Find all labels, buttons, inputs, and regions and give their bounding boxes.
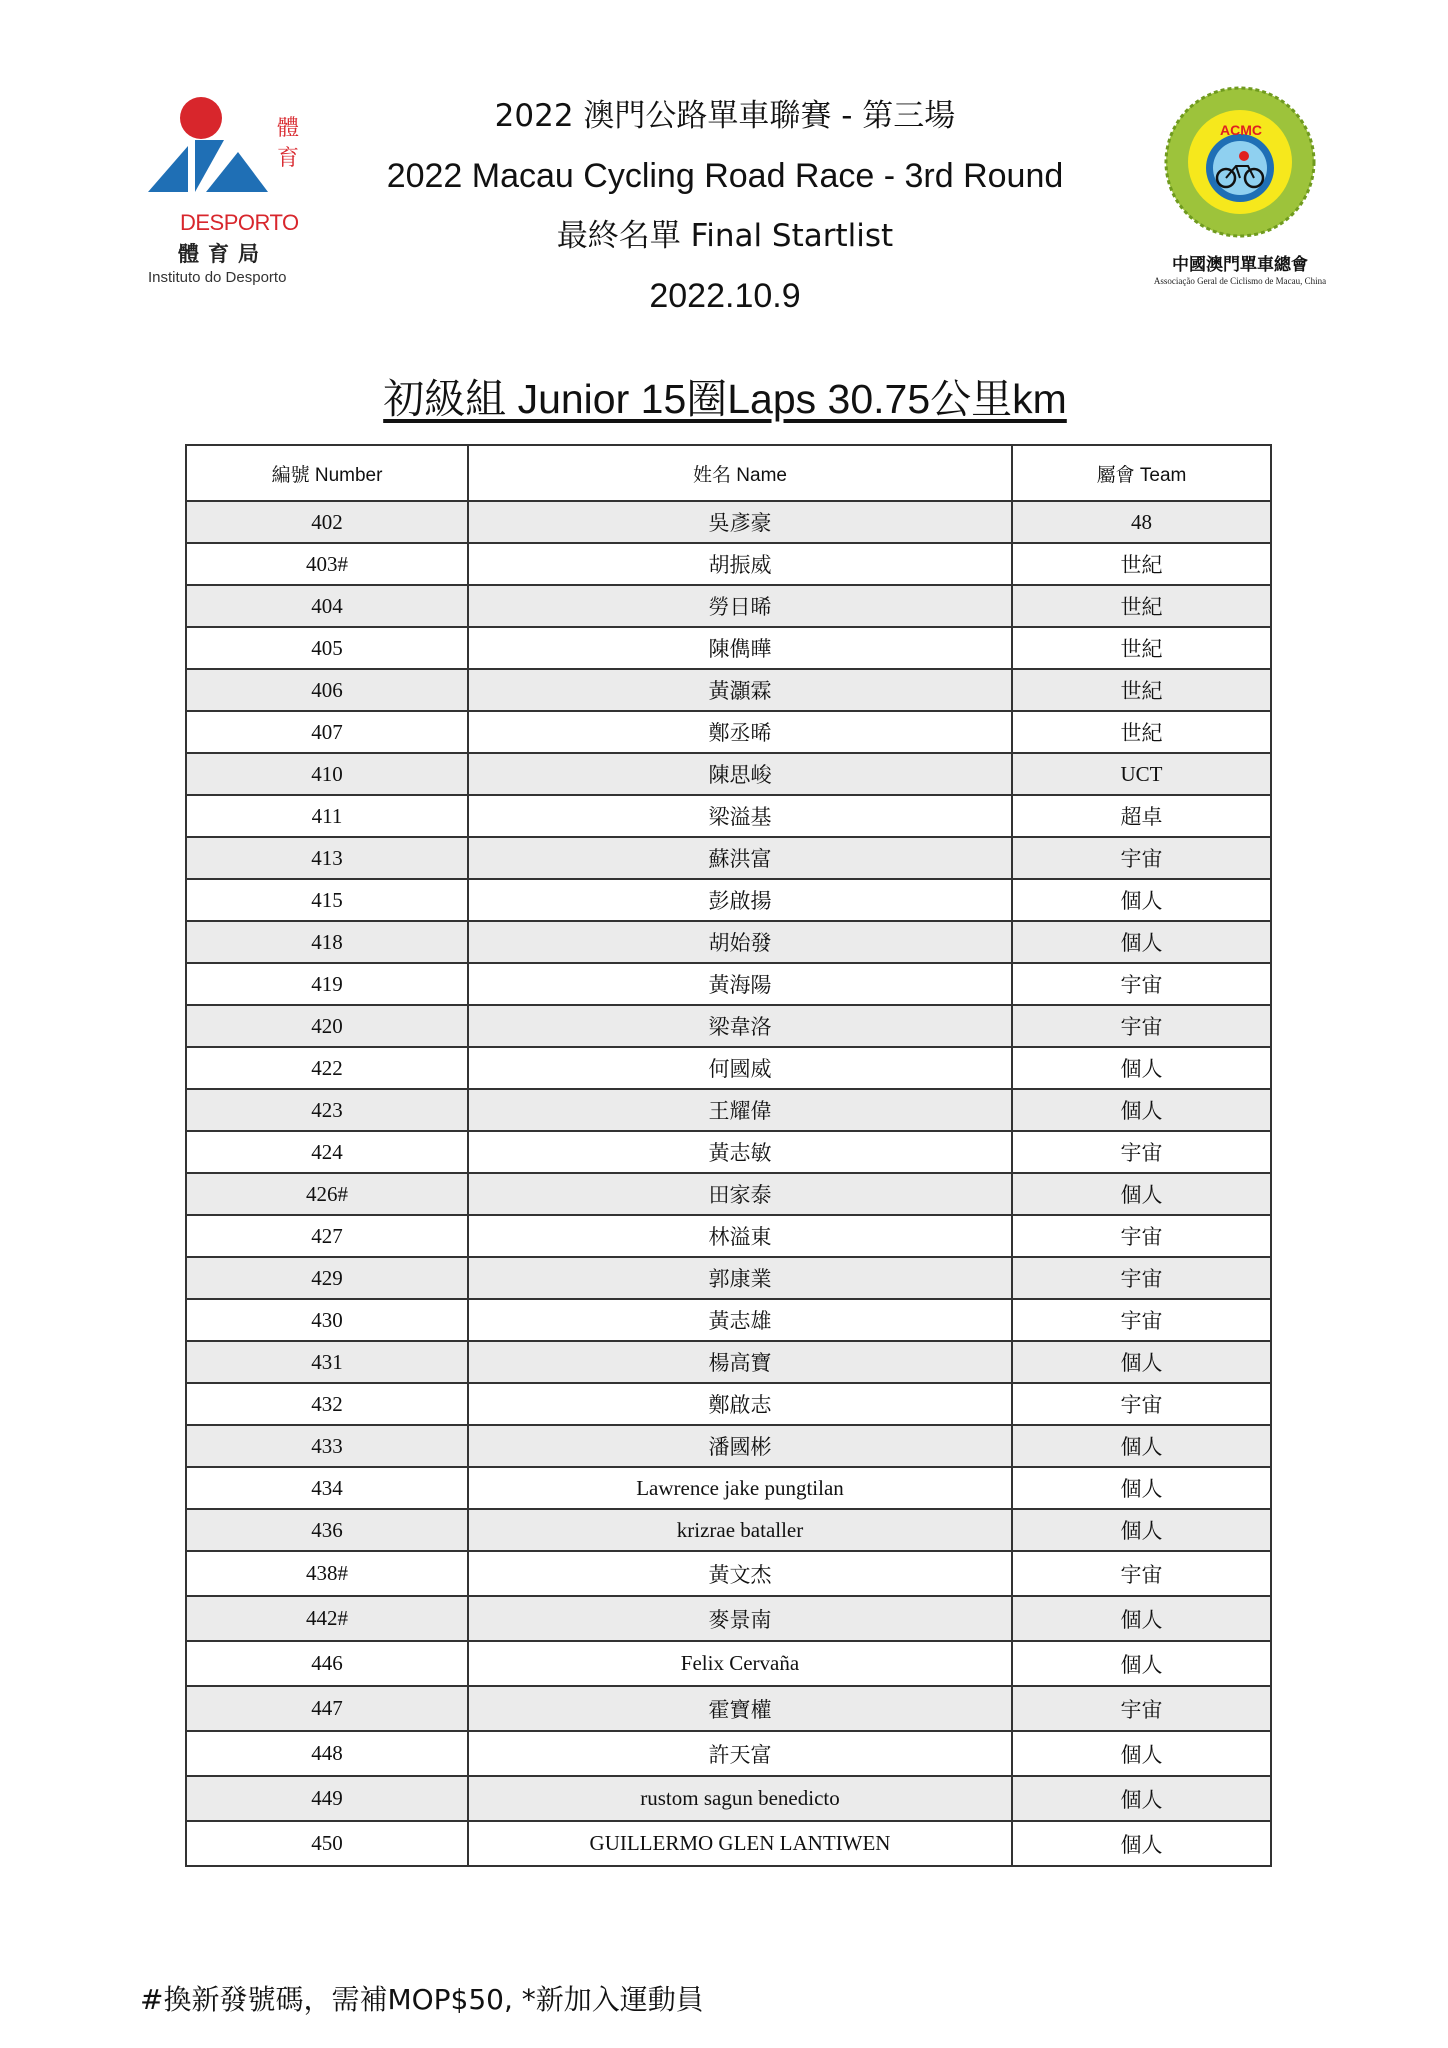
cell-number: 430 (186, 1299, 468, 1341)
cell-name: 吳彥豪 (468, 501, 1012, 543)
cell-name: 黃文杰 (468, 1551, 1012, 1596)
category-title: 初級組 Junior 15圈Laps 30.75公里km (383, 376, 1067, 422)
acmc-logo (1150, 86, 1330, 296)
cell-name: 黃灝霖 (468, 669, 1012, 711)
cell-name: 黃志雄 (468, 1299, 1012, 1341)
table-row (186, 1047, 1271, 1089)
cell-number: 447 (186, 1686, 468, 1731)
cell-number: 403# (186, 543, 468, 585)
cell-team: 宇宙 (1012, 1131, 1271, 1173)
cell-number: 419 (186, 963, 468, 1005)
cell-number: 410 (186, 753, 468, 795)
cell-number: 450 (186, 1821, 468, 1866)
cell-number: 404 (186, 585, 468, 627)
cell-team: 超卓 (1012, 795, 1271, 837)
table-row (186, 837, 1271, 879)
cell-team: 個人 (1012, 1047, 1271, 1089)
cell-number: 446 (186, 1641, 468, 1686)
cell-team: 宇宙 (1012, 1299, 1271, 1341)
table-row (186, 1467, 1271, 1509)
desporto-emblem-icon (140, 94, 280, 214)
cell-name: 王耀偉 (468, 1089, 1012, 1131)
cell-name: 潘國彬 (468, 1425, 1012, 1467)
cell-team: 個人 (1012, 1467, 1271, 1509)
cell-name: 陳儁曄 (468, 627, 1012, 669)
cell-team: 個人 (1012, 1425, 1271, 1467)
vertical-char-1: 體 (276, 116, 299, 141)
table-row (186, 1299, 1271, 1341)
cell-name: 胡始發 (468, 921, 1012, 963)
cell-team: 宇宙 (1012, 1686, 1271, 1731)
cell-name: GUILLERMO GLEN LANTIWEN (468, 1821, 1012, 1866)
table-row (186, 1215, 1271, 1257)
cell-name: rustom sagun benedicto (468, 1776, 1012, 1821)
table-row (186, 795, 1271, 837)
cell-name: 陳思峻 (468, 753, 1012, 795)
table-header-row (186, 445, 1271, 501)
acmc-badge-text: ACMC (1220, 122, 1262, 138)
cell-name: 鄭啟志 (468, 1383, 1012, 1425)
cell-team: 世紀 (1012, 711, 1271, 753)
cell-name: 田家泰 (468, 1173, 1012, 1215)
vertical-char-2: 育 (276, 146, 299, 171)
cell-name: Felix Cervaña (468, 1641, 1012, 1686)
table-row (186, 1551, 1271, 1596)
table-row (186, 963, 1271, 1005)
table-row (186, 1821, 1271, 1866)
table-row (186, 1383, 1271, 1425)
startlist-body (186, 501, 1271, 1866)
cell-number: 433 (186, 1425, 468, 1467)
cell-number: 423 (186, 1089, 468, 1131)
cell-team: 48 (1012, 501, 1271, 543)
cell-team: 宇宙 (1012, 1215, 1271, 1257)
cell-team: 世紀 (1012, 627, 1271, 669)
cell-name: 鄭丞晞 (468, 711, 1012, 753)
cell-name: 蘇洪富 (468, 837, 1012, 879)
table-row (186, 921, 1271, 963)
acmc-chinese-name: 中國澳門單車總會 (1172, 255, 1308, 275)
cell-name: 郭康業 (468, 1257, 1012, 1299)
desporto-vertical-text (276, 114, 300, 174)
cell-name: 林溢東 (468, 1215, 1012, 1257)
table-row (186, 711, 1271, 753)
table-row (186, 1425, 1271, 1467)
table-row (186, 1776, 1271, 1821)
header-team: 屬會 Team (1012, 445, 1271, 501)
cell-number: 448 (186, 1731, 468, 1776)
cell-number: 415 (186, 879, 468, 921)
cell-name: 梁溢基 (468, 795, 1012, 837)
subtitle: 最終名單 Final Startlist (556, 218, 894, 254)
cell-team: 個人 (1012, 1596, 1271, 1641)
cell-number: 413 (186, 837, 468, 879)
table-row (186, 879, 1271, 921)
table-row (186, 1596, 1271, 1641)
cell-number: 431 (186, 1341, 468, 1383)
cell-number: 402 (186, 501, 468, 543)
table-row (186, 1641, 1271, 1686)
title-english: 2022 Macau Cycling Road Race - 3rd Round (386, 157, 1064, 195)
cell-team: 個人 (1012, 1173, 1271, 1215)
cell-team: 宇宙 (1012, 1257, 1271, 1299)
cell-team: 個人 (1012, 1641, 1271, 1686)
cell-number: 438# (186, 1551, 468, 1596)
table-row (186, 627, 1271, 669)
cell-name: 勞日晞 (468, 585, 1012, 627)
cell-number: 434 (186, 1467, 468, 1509)
cell-name: 麥景南 (468, 1596, 1012, 1641)
cell-number: 427 (186, 1215, 468, 1257)
header-name: 姓名 Name (468, 445, 1012, 501)
cell-number: 420 (186, 1005, 468, 1047)
desporto-portuguese-name: Instituto do Desporto (148, 269, 287, 286)
table-row (186, 1731, 1271, 1776)
table-row (186, 501, 1271, 543)
cell-name: 黃志敏 (468, 1131, 1012, 1173)
cell-number: 442# (186, 1596, 468, 1641)
table-row (186, 1005, 1271, 1047)
cell-number: 429 (186, 1257, 468, 1299)
cell-number: 406 (186, 669, 468, 711)
desporto-chinese-name: 體育局 (178, 242, 268, 266)
cell-name: 許天富 (468, 1731, 1012, 1776)
cell-team: 宇宙 (1012, 1005, 1271, 1047)
cell-team: 宇宙 (1012, 1551, 1271, 1596)
cell-number: 418 (186, 921, 468, 963)
table-row (186, 1509, 1271, 1551)
cell-name: 何國威 (468, 1047, 1012, 1089)
title-chinese: 2022 澳門公路單車聯賽 - 第三場 (494, 98, 956, 134)
cell-team: 個人 (1012, 1509, 1271, 1551)
desporto-brand-text: DESPORTO (180, 210, 299, 235)
acmc-badge-icon (1164, 86, 1316, 238)
cell-team: 個人 (1012, 1731, 1271, 1776)
cell-team: 世紀 (1012, 669, 1271, 711)
cell-team: 個人 (1012, 1821, 1271, 1866)
cell-team: 個人 (1012, 879, 1271, 921)
cell-team: 世紀 (1012, 585, 1271, 627)
instituto-do-desporto-logo (140, 94, 320, 294)
cell-number: 424 (186, 1131, 468, 1173)
cell-team: 世紀 (1012, 543, 1271, 585)
cell-name: 楊高寶 (468, 1341, 1012, 1383)
cell-name: 彭啟揚 (468, 879, 1012, 921)
cell-number: 411 (186, 795, 468, 837)
cell-name: 梁韋洛 (468, 1005, 1012, 1047)
table-row (186, 1257, 1271, 1299)
header-number: 編號 Number (186, 445, 468, 501)
cell-team: 個人 (1012, 921, 1271, 963)
cell-team: 宇宙 (1012, 837, 1271, 879)
startlist-table (185, 444, 1272, 1867)
table-row (186, 1341, 1271, 1383)
cell-number: 407 (186, 711, 468, 753)
cell-team: 宇宙 (1012, 963, 1271, 1005)
cell-team: UCT (1012, 753, 1271, 795)
cell-team: 個人 (1012, 1089, 1271, 1131)
acmc-portuguese-name: Associação Geral de Ciclismo de Macau, China (1153, 276, 1327, 286)
table-row (186, 669, 1271, 711)
cell-number: 405 (186, 627, 468, 669)
cell-name: 胡振威 (468, 543, 1012, 585)
cell-name: 霍寶權 (468, 1686, 1012, 1731)
cell-team: 個人 (1012, 1776, 1271, 1821)
cell-name: 黃海陽 (468, 963, 1012, 1005)
table-row (186, 1089, 1271, 1131)
table-row (186, 753, 1271, 795)
table-row (186, 585, 1271, 627)
cell-number: 422 (186, 1047, 468, 1089)
cell-team: 宇宙 (1012, 1383, 1271, 1425)
cell-number: 432 (186, 1383, 468, 1425)
cell-number: 449 (186, 1776, 468, 1821)
cell-team: 個人 (1012, 1341, 1271, 1383)
event-date: 2022.10.9 (649, 277, 801, 315)
cell-name: krizrae bataller (468, 1509, 1012, 1551)
cell-name: Lawrence jake pungtilan (468, 1467, 1012, 1509)
document-header (330, 86, 1120, 326)
table-row (186, 1686, 1271, 1731)
cell-number: 436 (186, 1509, 468, 1551)
cell-number: 426# (186, 1173, 468, 1215)
table-row (186, 543, 1271, 585)
table-row (186, 1173, 1271, 1215)
table-row (186, 1131, 1271, 1173)
footnote: #換新發號碼，需補MOP$50, *新加入運動員 (140, 1983, 704, 2016)
